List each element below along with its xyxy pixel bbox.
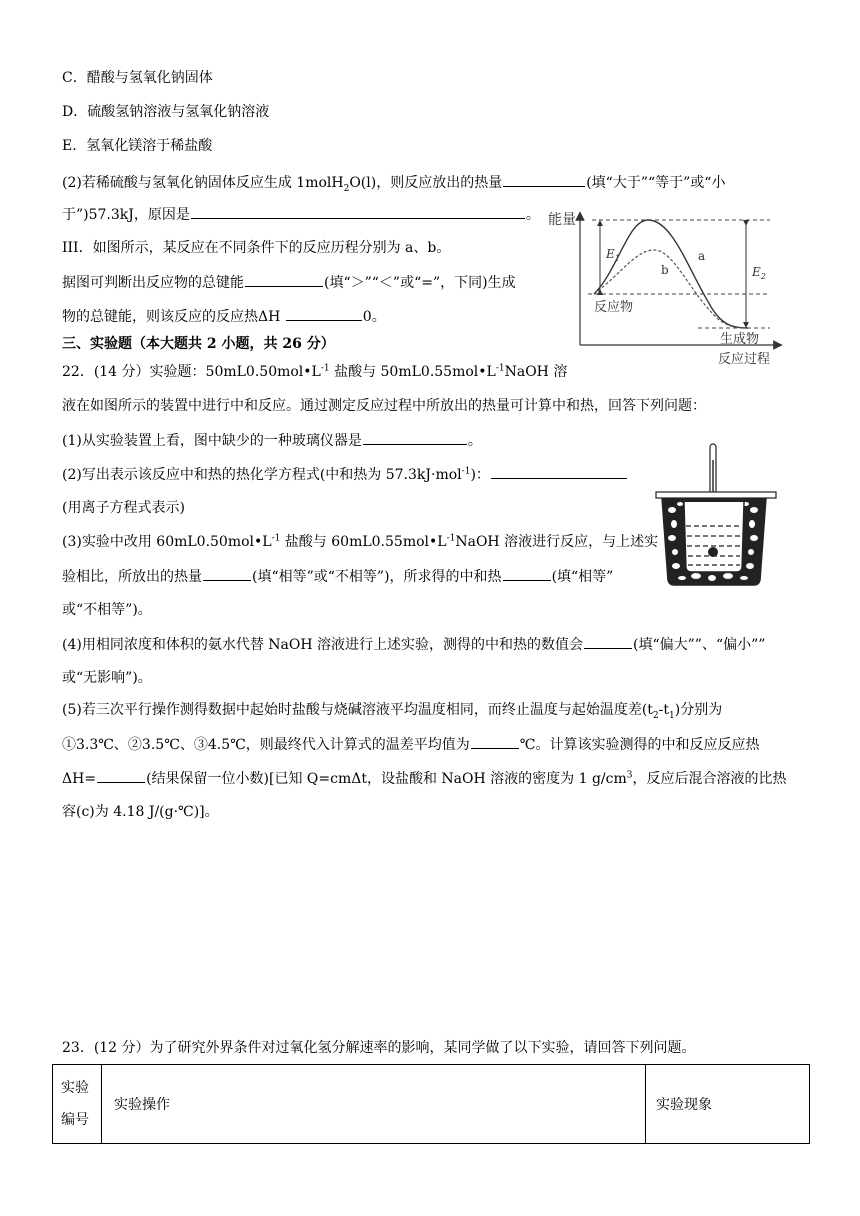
q22-part4-line2: 或“无影响”)。 <box>62 670 152 686</box>
q22-part5-line4: 容(c)为 4.18 J/(g·℃)]。 <box>62 804 219 820</box>
e2-label: $E_2$ <box>752 265 766 281</box>
q22-part3-line2: 验相比，所放出的热量 (填“相等”或“不相等”)，所求得的中和热 (填“相等” <box>62 566 613 587</box>
reactants-label: 反应物 <box>594 299 634 314</box>
q22-part5-line3: ΔH= (结果保留一位小数)[已知 Q=cmΔt，设盐酸和 NaOH 溶液的密度为 1 $g/cm^3$，反应后混合溶液的比热 <box>62 768 786 789</box>
header-experiment-number: 实验 编号 <box>53 1065 102 1144</box>
answer-blank[interactable] <box>286 306 362 321</box>
q23-intro: 23．(12 分）为了研究外界条件对过氧化氢分解速率的影响，某同学做了以下实验，请回答下列问题。 <box>62 1040 696 1056</box>
option-c: C．醋酸与氢氧化钠固体 <box>62 70 213 86</box>
curve-b-label: b <box>661 263 669 277</box>
answer-blank[interactable] <box>471 734 519 749</box>
answer-blank[interactable] <box>503 566 551 581</box>
cardboard-lid <box>656 492 776 498</box>
q22-part5-line1: (5)若三次平行操作测得数据中起始时盐酸与烧碱溶液平均温度相同，而终止温度与起始温度差$(t_2-t_1)$分别为 <box>62 702 723 721</box>
q2-line2: 于”)57.3kJ，原因是 。 <box>62 204 540 225</box>
answer-blank[interactable] <box>203 566 251 581</box>
option-d: D．硫酸氢钠溶液与氢氧化钠溶液 <box>62 104 270 120</box>
answer-blank[interactable] <box>584 634 632 649</box>
q22-part4-line1: (4)用相同浓度和体积的氨水代替 NaOH 溶液进行上述实验，测得的中和热的数值会 (填“偏大””、“偏小”” <box>62 634 765 655</box>
section-title: 三、实验题（本大题共 2 小题，共 26 分） <box>62 336 335 352</box>
inner-beaker <box>684 502 744 572</box>
part3-line3: 物的总键能，则该反应的反应热ΔH 0。 <box>62 306 386 327</box>
q22-part1: (1)从实验装置上看，图中缺少的一种玻璃仪器是 。 <box>62 430 482 451</box>
q22-intro-line1: 22．(14 分）实验题：$50mL0.50mol•L^{-1}$ 盐酸与 $50mL0.55mol•L^{-1}NaOH$ 溶 <box>62 363 568 380</box>
q22-intro-line2: 液在如图所示的装置中进行中和反应。通过测定反应过程中所放出的热量可计算中和热，回答下列问题： <box>62 398 706 414</box>
answer-blank[interactable] <box>491 464 627 479</box>
q22-part2: (2)写出表示该反应中和热的热化学方程式(中和热为 57.3kJ·mol$^{-1}$)： <box>62 464 628 485</box>
header-operation: 实验操作 <box>102 1065 646 1144</box>
q22-part3-line1: (3)实验中改用 $60mL0.50mol•L^{-1}$ 盐酸与 $60mL0.55mol•L^{-1}NaOH$ 溶液进行反应，与上述实 <box>62 533 659 550</box>
energy-profile-diagram <box>548 210 783 370</box>
header-phenomenon: 实验现象 <box>646 1065 810 1144</box>
answer-blank[interactable] <box>503 172 585 187</box>
q22-part5-line2: ①3.3℃、②3.5℃、③4.5℃，则最终代入计算式的温差平均值为 ℃。计算该实验测得的中和反应反应热 <box>62 734 759 755</box>
y-axis-label: 能量 <box>548 211 576 227</box>
answer-blank[interactable] <box>245 272 323 287</box>
products-label: 生成物 <box>720 331 760 346</box>
curve-a-label: a <box>698 249 706 263</box>
e1-label: $E_1$ <box>606 247 620 263</box>
answer-blank[interactable] <box>191 204 525 219</box>
table-header-row <box>53 1065 810 1144</box>
q22-part3-line3: 或“不相等”)。 <box>62 602 152 618</box>
answer-blank[interactable] <box>97 768 145 783</box>
part3-line1: III．如图所示，某反应在不同条件下的反应历程分别为 a、b。 <box>62 240 451 256</box>
option-e: E．氢氧化镁溶于稀盐酸 <box>62 138 213 154</box>
x-axis-label: 反应过程 <box>718 351 771 366</box>
q22-part2-note: (用离子方程式表示) <box>62 500 185 516</box>
answer-blank[interactable] <box>363 430 467 445</box>
experiment-table <box>52 1064 810 1144</box>
calorimeter-apparatus <box>652 440 782 590</box>
part3-line2: 据图可判断出反应物的总键能 (填“＞”“＜”或“=”，下同)生成 <box>62 272 516 293</box>
q2-line1: (2)若稀硫酸与氢氧化钠固体反应生成 1molH$_2$O(l)，则反应放出的热量 (填“大于”“等于”或“小 <box>62 172 725 193</box>
